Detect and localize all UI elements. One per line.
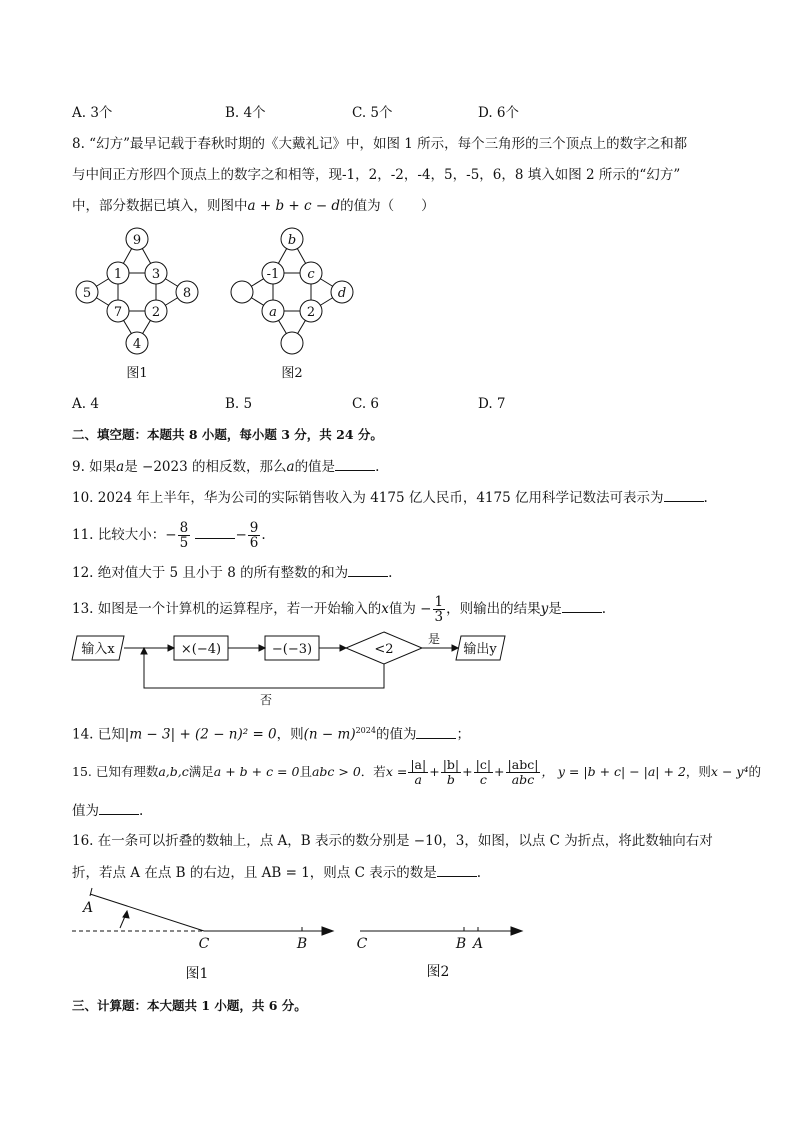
- q15-line2: 值为 .: [72, 800, 143, 821]
- q9-answer-blank: [335, 456, 375, 471]
- fig1-label-right: 8: [182, 286, 192, 301]
- fig1-label-ll: 7: [113, 305, 123, 320]
- magic-square-figures: [70, 225, 370, 385]
- q12: 12. 绝对值大于 5 且小于 8 的所有整数的和为 .: [72, 562, 392, 583]
- q8-option-b: B. 5: [225, 396, 253, 412]
- q14-answer-blank: [416, 724, 456, 739]
- number-line-figures: [70, 888, 540, 988]
- q7-option-b: B. 4个: [225, 105, 266, 121]
- q13-answer-blank: [562, 598, 602, 613]
- q8-option-a: A. 4: [72, 396, 99, 412]
- q8-option-d: D. 7: [478, 396, 506, 412]
- fig2-node-left: [231, 281, 253, 303]
- fig1-label-top: 9: [132, 233, 142, 248]
- fig2-node-bottom: [281, 332, 303, 354]
- fig2-point-a: A: [472, 936, 484, 952]
- flow-input-text: 输入x: [81, 642, 115, 657]
- q16-line1: 16. 在一条可以折叠的数轴上，点 A，B 表示的数分别是 −10，3，如图，以点 C 为折点，将此数轴向右对: [72, 833, 713, 849]
- q16-answer-blank: [437, 862, 477, 877]
- q15-line1: 15. 已知有理数a,b,c满足a + b + c = 0且abc > 0．若x = $\frac{|a|}{a}+$ $\frac{|b|}{b}+$ $\frac{|c|}{c}+$ $\frac{\text{|abc|}}{\text{abc}}$， y = |b + c| − |a| + 2，则x − y⁴的: [72, 757, 761, 787]
- flow-output-text: 输出y: [463, 642, 497, 657]
- q9: 9. 如果a是 −2023 的相反数，那么a的值是 .: [72, 456, 379, 477]
- fig1-label-bottom: 4: [132, 337, 142, 352]
- flow-condition-text: <2: [374, 642, 394, 657]
- fig2-label-ll: a: [269, 305, 277, 320]
- fig1-point-c: C: [198, 936, 210, 952]
- program-flowchart: [72, 632, 512, 712]
- q15-answer-blank: [99, 800, 139, 815]
- fig2-label-ul: -1: [266, 267, 280, 282]
- fig2-label-lr: 2: [306, 305, 316, 320]
- q8-line3: 中，部分数据已填入，则图中a + b + c − d的值为（ ）: [72, 198, 435, 214]
- flow-yes-label: 是: [427, 632, 441, 646]
- fig2-caption: 图2: [281, 366, 303, 381]
- fig2-label-right: d: [337, 286, 347, 301]
- fig1-point-a: A: [82, 900, 94, 916]
- q8-expression: a + b + c − d: [247, 198, 341, 214]
- fig1-label-ur: 3: [151, 267, 161, 282]
- section3-heading: 三、计算题：本大题共 1 小题，共 6 分。: [72, 998, 307, 1013]
- q10-answer-blank: [664, 487, 704, 502]
- fig2-point-c: C: [356, 936, 368, 952]
- fig1-label-left: 5: [82, 286, 92, 301]
- fig2-numberline-caption: 图2: [426, 964, 450, 980]
- fig2-label-ur: c: [307, 267, 315, 282]
- fig1-label-lr: 2: [151, 305, 161, 320]
- q13: 13. 如图是一个计算机的运算程序，若一开始输入的x值为 − $\frac{1}{3}$ ，则输出的结果y是 .: [72, 594, 607, 625]
- fig2-label-top: b: [287, 233, 297, 248]
- fig1-caption: 图1: [126, 366, 148, 381]
- q8-line2: 与中间正方形四个顶点上的数字之和相等，现-1，2，-2，-4，5，-5，6，8 填入如图 2 所示的“幻方”: [72, 167, 681, 183]
- fig1-numberline-caption: 图1: [185, 966, 209, 982]
- q10: 10. 2024 年上半年，华为公司的实际销售收入为 4175 亿人民币，4175 亿用科学记数法可表示为 .: [72, 487, 708, 508]
- q16-line2: 折，若点 A 在点 B 的右边，且 AB = 1，则点 C 表示的数是 .: [72, 862, 481, 883]
- q7-option-d: D. 6个: [478, 105, 520, 121]
- q14: 14. 已知|m − 3| + (2 − n)² = 0，则$(n - m)^{2024}$的值为 ；: [72, 721, 470, 745]
- fig1-point-b: B: [296, 936, 308, 952]
- q7-option-a: A. 3个: [72, 105, 113, 121]
- fig2-point-b: B: [455, 936, 467, 952]
- q11-answer-blank: [195, 524, 235, 539]
- flow-op2-text: −(−3): [271, 642, 313, 657]
- q7-option-c: C. 5个: [352, 105, 393, 121]
- q8-line1: 8. “幻方”最早记载于春秋时期的《大戴礼记》中，如图 1 所示，每个三角形的三个顶点上的数字之和都: [72, 136, 688, 152]
- section2-heading: 二、填空题：本题共 8 小题，每小题 3 分，共 24 分。: [72, 427, 383, 442]
- flow-op1-text: ×(−4): [180, 642, 222, 657]
- flow-no-label: 否: [259, 693, 273, 707]
- q12-answer-blank: [348, 562, 388, 577]
- fig1-label-ul: 1: [113, 267, 123, 282]
- q8-option-c: C. 6: [352, 396, 380, 412]
- q11: 11. 比较大小：− $\frac{8}{5}$ − $\frac{9}{6}$ .: [72, 520, 266, 551]
